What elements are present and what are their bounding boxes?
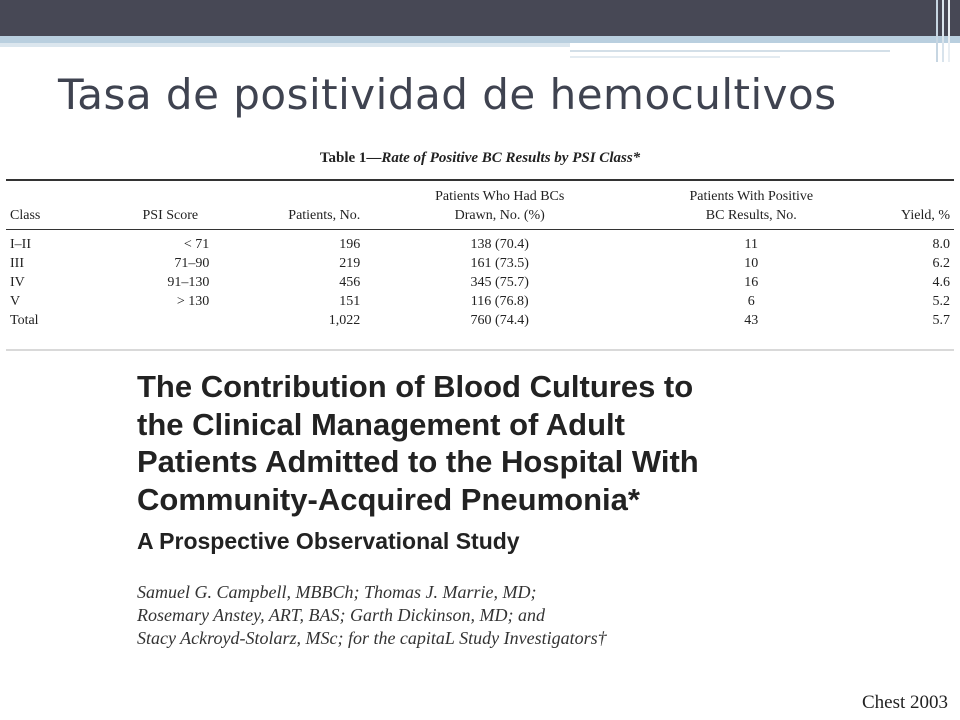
cell-patients: 196 <box>339 237 361 252</box>
cell-psi-score: 71–90 <box>174 256 210 271</box>
cell-yield: 6.2 <box>932 256 950 271</box>
authors-line: Rosemary Anstey, ART, BAS; Garth Dickinson, MD; and <box>137 605 545 625</box>
table-caption-title: Rate of Positive BC Results by PSI Class* <box>381 150 641 166</box>
cell-bc-drawn: 116 (76.8) <box>470 294 529 309</box>
header-positive-bc-line2: BC Results, No. <box>705 208 797 223</box>
slide-title: Tasa de positividad de hemocultivos <box>58 70 837 119</box>
header-banner-faint <box>0 43 570 47</box>
article-title-line: The Contribution of Blood Cultures to <box>137 369 694 404</box>
source-citation: Chest 2003 <box>861 692 948 713</box>
cell-patients: 151 <box>339 294 361 309</box>
table-caption-prefix: Table 1— <box>319 150 382 166</box>
table-row <box>6 273 954 292</box>
header-bc-drawn <box>364 180 635 230</box>
cell-yield: 4.6 <box>932 275 950 290</box>
header-decor-vertical-lines <box>936 0 954 62</box>
cell-psi-score: > 130 <box>176 294 210 309</box>
cell-bc-drawn: 345 (75.7) <box>470 275 529 290</box>
cell-class: Total <box>10 313 39 328</box>
cell-positive-bc: 10 <box>744 256 759 271</box>
header-bc-drawn-line2: Drawn, No. (%) <box>454 208 545 223</box>
authors-line: Stacy Ackroyd-Stolarz, MSc; for the capitaL Study Investigators† <box>137 628 607 648</box>
cell-yield: 8.0 <box>932 237 950 252</box>
header-positive-bc-line1: Patients With Positive <box>689 189 814 204</box>
cell-bc-drawn: 760 (74.4) <box>470 313 529 328</box>
cell-patients: 1,022 <box>328 313 361 328</box>
cell-positive-bc: 6 <box>747 294 755 309</box>
cell-bc-drawn: 161 (73.5) <box>470 256 529 271</box>
header-yield: Yield, % <box>901 208 950 223</box>
cell-yield: 5.2 <box>932 294 950 309</box>
cell-positive-bc: 11 <box>744 237 759 252</box>
table-caption <box>6 150 954 167</box>
article-title <box>137 368 937 518</box>
table-header-row <box>6 180 954 230</box>
cell-psi-score: < 71 <box>183 237 210 252</box>
cell-yield: 5.7 <box>932 313 950 328</box>
cell-psi-score: 91–130 <box>167 275 210 290</box>
header-banner-light <box>0 36 960 43</box>
article-title-line: the Clinical Management of Adult <box>137 406 625 442</box>
article-header <box>137 368 937 650</box>
article-title-line: Patients Admitted to the Hospital With <box>137 444 699 479</box>
header-positive-bc <box>635 180 867 230</box>
cell-class: V <box>10 294 21 309</box>
header-banner-dark <box>0 0 960 36</box>
table-row-total <box>6 311 954 330</box>
cell-positive-bc: 16 <box>744 275 759 290</box>
table-cut-edge <box>6 349 954 351</box>
table-figure <box>6 150 954 330</box>
cell-bc-drawn: 138 (70.4) <box>470 237 529 252</box>
authors-line: Samuel G. Campbell, MBBCh; Thomas J. Marrie, MD; <box>137 582 537 602</box>
header-bc-drawn-line1: Patients Who Had BCs <box>435 189 565 204</box>
table-row <box>6 292 954 311</box>
article-authors <box>137 581 937 650</box>
cell-patients: 456 <box>339 275 361 290</box>
header-decor-line <box>570 56 780 58</box>
cell-positive-bc: 43 <box>744 313 759 328</box>
cell-class: I–II <box>10 237 31 252</box>
table-row <box>6 230 954 255</box>
table-row <box>6 254 954 273</box>
cell-patients: 219 <box>339 256 361 271</box>
cell-class: III <box>10 256 24 271</box>
header-patients: Patients, No. <box>288 208 361 223</box>
header-psi-score: PSI Score <box>142 208 199 223</box>
header-decor-line <box>570 50 890 52</box>
header-class: Class <box>10 208 41 223</box>
article-subtitle: A Prospective Observational Study <box>137 528 520 554</box>
cell-class: IV <box>10 275 25 290</box>
article-title-line: Community-Acquired Pneumonia* <box>137 481 640 517</box>
positive-bc-table <box>6 179 954 330</box>
